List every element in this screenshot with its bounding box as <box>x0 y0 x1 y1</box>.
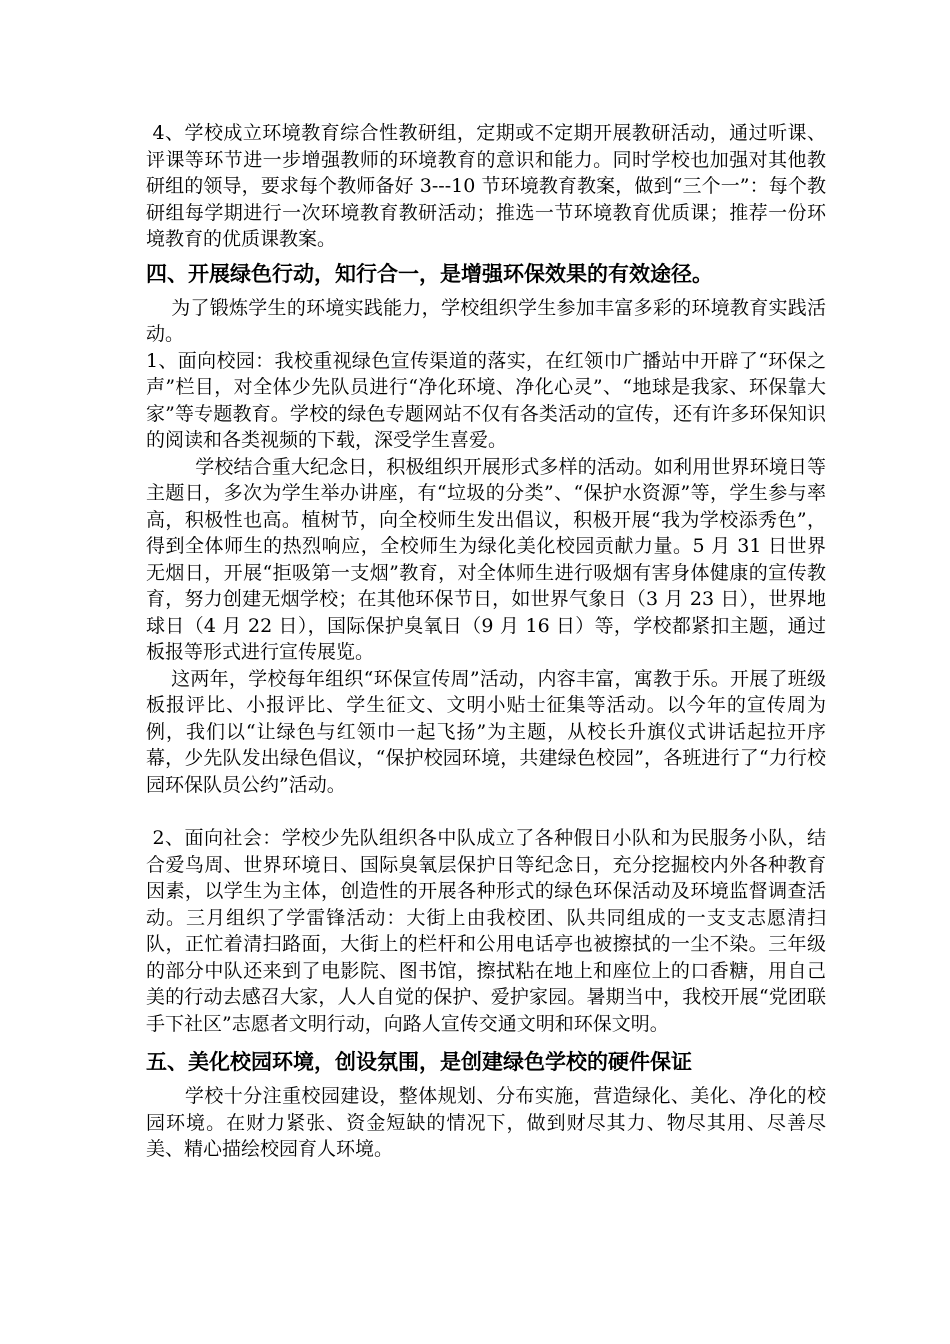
paragraph-memorial-days: 学校结合重大纪念日，积极组织开展形式多样的活动。如利用世界环境日等主题日，多次为学生举办讲座，有“垃圾的分类”、“保护水资源”等，学生参与率高，积极性也高。植树节，向全校师生发出倡议，积极开展“我为学校添秀色”，得到全体师生的热烈响应，全校师生为绿化美化校园贡献力量。5 月 31 日世界无烟日，开展“拒吸第一支烟”教育，对全体师生进行吸烟有害身体健康的宣传教育，努力创建无烟学校；在其他环保节日，如世界气象日（3 月 23 日），世界地球日（4 月 22 日），国际保护臭氧日（9 月 16 日）等，学校都紧扣主题，通过板报等形式进行宣传展览。 <box>146 455 826 663</box>
section-heading-five: 五、美化校园环境，创设氛围，是创建绿色学校的硬件保证 <box>146 1050 692 1074</box>
paragraph-practice-intro: 为了锻炼学生的环境实践能力，学校组织学生参加丰富多彩的环境教育实践活动。 <box>146 296 826 345</box>
paragraph-campus: 1、面向校园：我校重视绿色宣传渠道的落实，在红领巾广播站中开辟了“环保之声”栏目，对全体少先队员进行“净化环境、净化心灵”、“地球是我家、环保靠大家”等专题教育。学校的绿色专题网站不仅有各类活动的宣传，还有许多环保知识的阅读和各类视频的下载，深受学生喜爱。 <box>146 349 826 451</box>
paragraph-propaganda-week: 这两年，学校每年组织“环保宣传周”活动，内容丰富，寓教于乐。开展了班级板报评比、小报评比、学生征文、文明小贴士征集等活动。以今年的宣传周为例，我们以“让绿色与红领巾一起飞扬”为主题，从校长升旗仪式讲话起拉开序幕，少先队发出绿色倡议，“保护校园环境，共建绿色校园”，各班进行了“力行校园环保队员公约”活动。 <box>146 667 826 796</box>
section-heading-four: 四、开展绿色行动，知行合一，是增强环保效果的有效途径。 <box>146 261 713 286</box>
paragraph-campus-environment: 学校十分注重校园建设，整体规划、分布实施，营造绿化、美化、净化的校园环境。在财力紧张、资金短缺的情况下，做到财尽其力、物尽其用、尽善尽美、精心描绘校园育人环境。 <box>146 1085 826 1160</box>
paragraph-teaching-research: 4、学校成立环境教育综合性教研组，定期或不定期开展教研活动，通过听课、评课等环节进一步增强教师的环境教育的意识和能力。同时学校也加强对其他教研组的领导，要求每个教师备好 3---10 节环境教育教案，做到“三个一”：每个教研组每学期进行一次环境教育教研活动；推选一节环境教育优质课；推荐一份环境教育的优质课教案。 <box>146 122 826 250</box>
document-page <box>146 120 826 1163</box>
paragraph-society: 2、面向社会：学校少先队组织各中队成立了各种假日小队和为民服务小队，结合爱鸟周、世界环境日、国际臭氧层保护日等纪念日，充分挖掘校内外各种教育因素，以学生为主体，创造性的开展各种形式的绿色环保活动及环境监督调查活动。三月组织了学雷锋活动：大街上由我校团、队共同组成的一支支志愿清扫队，正忙着清扫路面，大街上的栏杆和公用电话亭也被擦拭的一尘不染。三年级的部分中队还来到了电影院、图书馆，擦拭粘在地上和座位上的口香糖，用自己美的行动去感召大家，人人自觉的保护、爱护家园。暑期当中，我校开展“党团联手下社区”志愿者文明行动，向路人宣传交通文明和环保文明。 <box>146 827 826 1035</box>
blank-line <box>146 798 826 825</box>
